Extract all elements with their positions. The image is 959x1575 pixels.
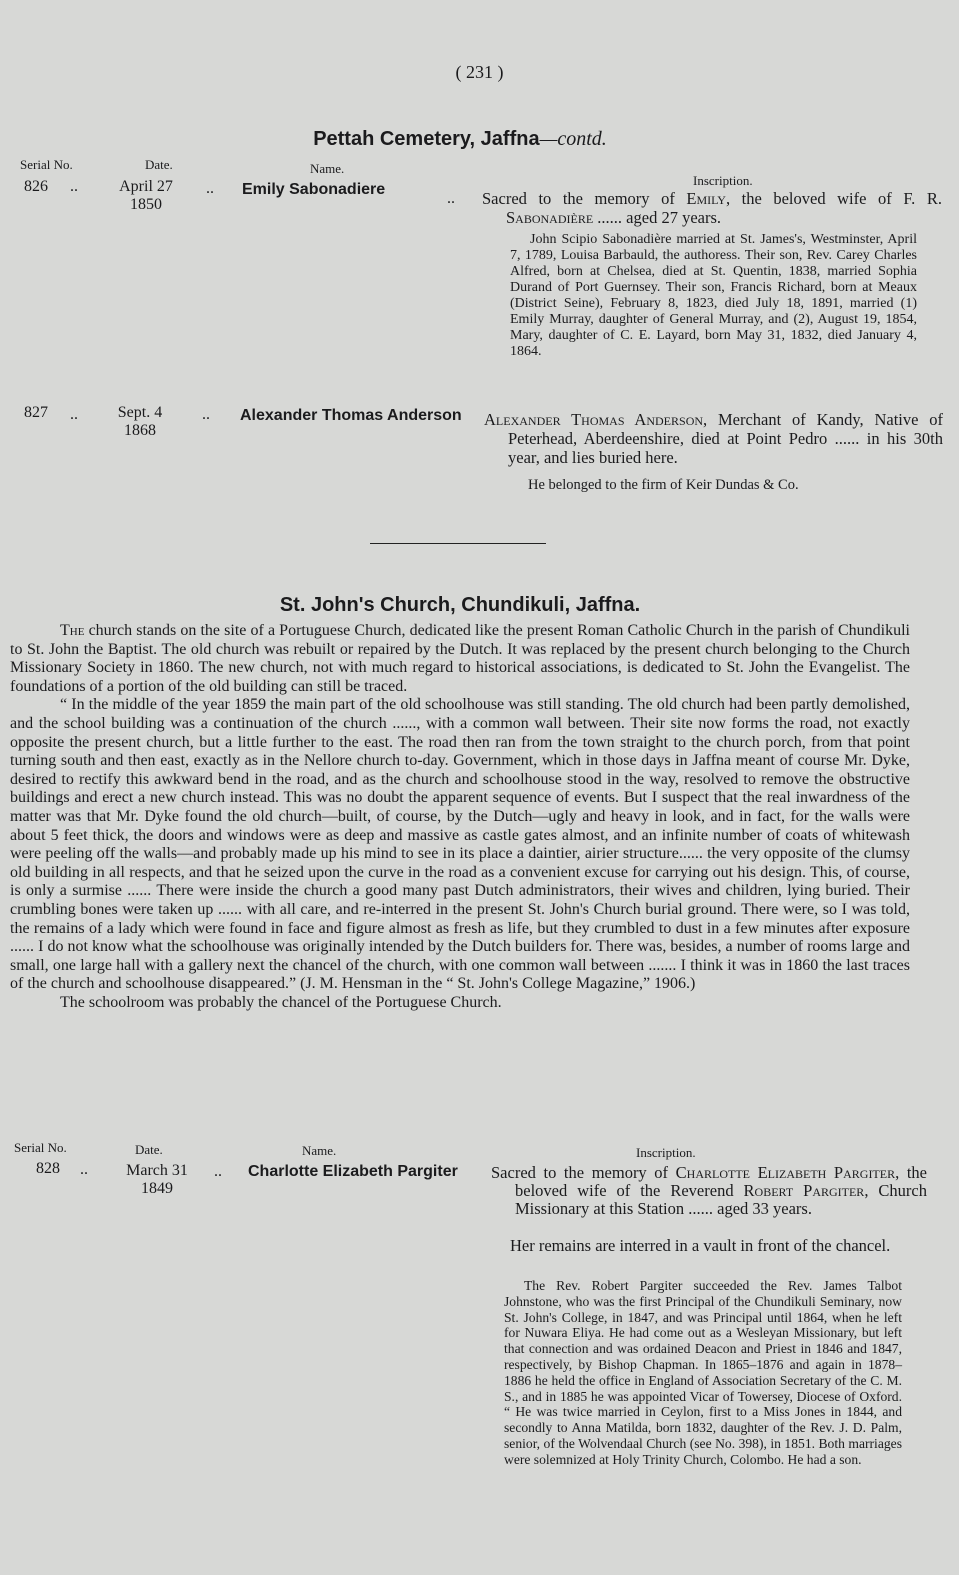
inscription-text: , the beloved wife of the Reverend [515,1163,927,1201]
entry-serial: 827 [24,404,48,421]
separator: .. [214,1163,222,1180]
date-line: 1850 [130,196,162,213]
inscription-text: , Church Missionary at this Station ...... aged 33 years. [515,1181,927,1219]
col-header-name: Name. [302,1143,337,1158]
inscription-text: Sacred to the memory of [491,1163,676,1182]
paragraph-3: The schoolroom was probably the chancel of the Portuguese Church. [60,993,502,1011]
col-header-date: Date. [135,1142,163,1157]
heading-suffix: —contd. [539,128,607,150]
col-header-name: Name. [310,161,345,176]
entry-inscription-2: Her remains are interred in a vault in front of the chancel. [510,1236,891,1255]
col-header-inscription: Inscription. [636,1145,696,1160]
note-text: John Scipio Sabonadière married at St. James's, Westminster, April 7, 1789, Louisa Barbauld, the authoress. Their son, Rev. Carey Charles Alfred, born at Chelsea, died at St. Quentin, 1838, married Sophia Durand of Port Guernsey. Their son, Francis Richard, born at Meaux (District Seine), February 8, 1823, died July 18, 1891, married (1) Emily Murray, daughter of General Murray, and (2), August 19, 1854, Mary, daughter of C. E. Layard, born May 31, 1832, died January 4, 1864. [510,232,917,359]
separator: .. [206,180,214,197]
heading-text: Pettah Cemetery, Jaffna [313,128,540,150]
note-text: The Rev. Robert Pargiter succeeded the Rev. James Talbot Johnstone, who was the first Principal of the Chundikuli Seminary, now St. John's College, in 1847, and was Principal until 1864, when he left for Nuwara Eliya. He had come out as a Wesleyan Missionary, but left that connection and was ordained Deacon and Priest in 1846 and 1847, respectively, by Bishop Chapman. In 1865–1876 and again in 1878–1886 he held the office in England of Association Secretary of the C. M. S., and in 1885 he was appointed Vicar of Towersey, Diocese of Oxford. “ He was twice married in Ceylon, first to a Miss Jones in 1844, and secondly to Anna Matilda, born 1832, daughter of the Rev. J. D. Palm, senior, of the Wolvendaal Church (see No. 398), in 1851. Both marriages were solemnized at Holy Trinity Church, Colombo. He had a son. [504,1278,902,1467]
page-number: ( 231 ) [455,62,504,82]
paragraph-2: “ In the middle of the year 1859 the main part of the old schoolhouse was still standing. The old church had been partly demolished, and the school building was a continuation of the church ......, with a common wall between. Their site now forms the road, not exactly opposite the present church, but a little further to the east. The road then ran from the town straight to the church porch, from that point turning south and then east, exactly as in the Nellore church to-day. Government, which in those days in Jaffna meant of course Mr. Dyke, desired to rectify this awkward bend in the road, and as the church and schoolhouse stood in the way, resolved to remove the obstructive buildings and erect a new church instead. This was no doubt the apparent sequence of events. But I suspect that the real inwardness of the matter was that Mr. Dyke found the old church—built, of course, by the Dutch—ugly and heavy in look, and in fact, for the walls were about 5 feet thick, the doors and windows were as deep and massive as castle gates almost, and an infinite number of coats of whitewash were peeling off the walls—and probably made up his mind to see in its place a daintier, airier structure...... the very opposite of the clumsy old building in all respects, and that he seized upon the curve in the road as a convenient excuse for carrying out his design. This, of course, is only a surmise ...... There were inside the church a good many past Dutch administrators, their wives and children, lying buried. Their crumbling bones were taken up ...... with all care, and re-interred in the present St. John's Church burial ground. There were, so I was told, the remains of a lady which were found in face and figure almost as fresh as life, but they crumbled to dust in a few minutes after exposure ...... I do not know what the schoolhouse was originally intended by the Dutch builders for. There was, besides, a number of rooms large and small, one large hall with a gallery next the chancel of the church, with one common wall between ....... I think it was in 1860 the last traces of the church and schoolhouse disappeared.” (J. M. Hensman in the “ St. John's College Magazine,” 1906.) [10,696,910,993]
entry-date [112,1162,202,1198]
separator: .. [70,178,78,195]
separator: .. [202,406,210,423]
inscription-name: Robert Pargiter [743,1181,865,1201]
inscription-text: Sacred to the memory of [482,189,687,208]
body-text [10,622,910,1012]
inscription-name: F. R. Sabonadière [506,189,942,227]
entry-name: Alexander Thomas Anderson [240,407,462,424]
entry-note [504,1278,902,1468]
date-line: 1868 [124,422,156,439]
inscription-text: ...... aged 27 years. [593,208,722,227]
col-header-date: Date. [145,157,173,172]
entry-inscription [491,1164,927,1219]
paragraph-1 [10,622,910,696]
section-divider [370,543,546,544]
date-line: March 31 [126,1162,188,1179]
paragraph-text: church stands on the site of a Portuguese Church, dedicated like the present Roman Catholic Church in the parish of Chundikuli to St. John the Baptist. The old church was rebuilt or repaired by the Dutch. It was replaced by the present church belonging to the Church Missionary Society in 1860. The new church, not with much regard to historical associations, is dedicated to St. John the Evangelist. The foundations of a portion of the old building can still be traced. [10,622,910,695]
col-header-serial: Serial No. [14,1140,67,1155]
entry-date [105,178,187,214]
inscription-text: , the beloved wife of [725,189,904,208]
entry-serial: 828 [36,1160,60,1177]
entry-date [100,404,180,440]
col-header-inscription: Inscription. [693,173,753,188]
entry-inscription [484,410,943,467]
entry-name: Emily Sabonadiere [242,181,386,198]
date-line: April 27 [119,178,173,195]
dropcap-word: The [60,622,85,639]
entry-note [510,232,917,360]
separator: .. [70,406,78,423]
inscription-text: , Merchant of Kandy, Native of Peterhead, Aberdeenshire, died at Point Pedro ...... in his 30th year, and lies buried here. [508,410,944,467]
date-line: 1849 [141,1180,173,1197]
inscription-name: Alexander Thomas Anderson [484,410,704,429]
entry-inscription [482,189,942,227]
entry-serial: 826 [24,178,48,195]
inscription-name: Emily [686,189,726,208]
entry-note: He belonged to the firm of Keir Dundas & Co. [528,477,799,493]
section-heading-st-johns: St. John's Church, Chundikuli, Jaffna. [279,594,641,616]
entry-name: Charlotte Elizabeth Pargiter [248,1163,458,1180]
separator: .. [80,1161,88,1178]
date-line: Sept. 4 [117,404,163,421]
col-header-serial: Serial No. [20,157,73,172]
separator: .. [447,190,455,207]
inscription-name: Charlotte Elizabeth Pargiter [675,1163,896,1182]
section-heading-pettah [0,128,920,151]
